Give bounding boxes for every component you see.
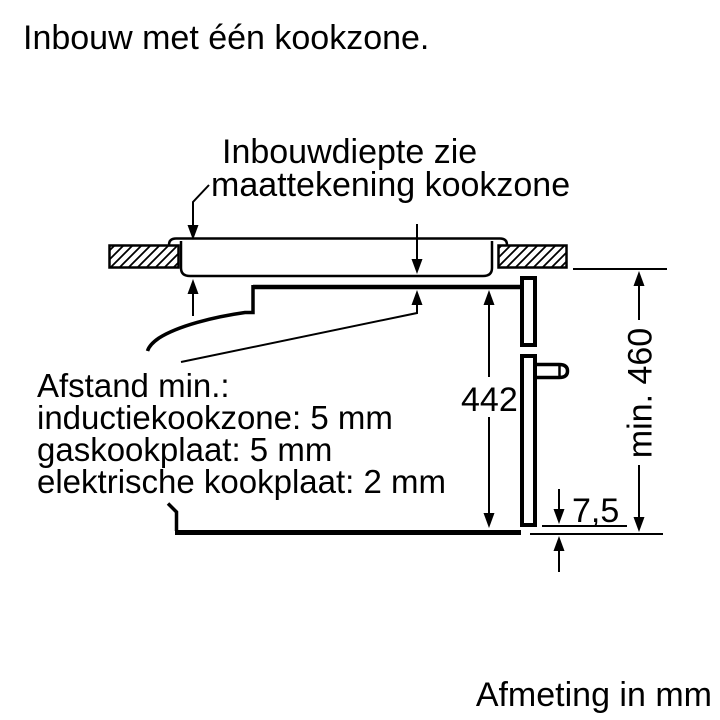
dim-label-oven-height: 442 xyxy=(461,381,518,419)
oven-bottom-break-line xyxy=(168,504,177,532)
arrow-up-icon xyxy=(188,279,199,294)
arrow-down-icon xyxy=(554,509,565,524)
countertop-right-hatch xyxy=(499,246,567,268)
arrow-up-icon xyxy=(484,290,495,305)
callout-min-distance-line3: gaskookplaat: 5 mm xyxy=(37,431,333,468)
arrow-down-icon xyxy=(484,513,495,528)
dim-label-niche-height: min. 460 xyxy=(621,327,660,459)
oven-door xyxy=(522,356,535,525)
callout-min-distance-line4: elektrische kookplaat: 2 mm xyxy=(37,463,447,500)
arrow-up-icon xyxy=(634,271,645,286)
callout-installation-depth-line2: maattekening kookzone xyxy=(211,166,571,204)
page-title: Inbouw met één kookzone. xyxy=(23,19,430,57)
door-handle xyxy=(537,365,568,378)
callout-top-leader-line xyxy=(193,185,209,226)
callout-installation-depth-line1: Inbouwdiepte zie xyxy=(222,133,478,171)
oven-control-panel xyxy=(522,278,535,345)
arrow-up-icon xyxy=(412,290,423,305)
dim-label-door-gap: 7,5 xyxy=(572,492,620,530)
cooktop xyxy=(169,239,507,277)
countertop-left-hatch xyxy=(110,246,179,268)
callout-min-distance xyxy=(37,367,447,500)
callout-left-leader-line xyxy=(181,304,417,362)
arrow-up-icon xyxy=(554,536,565,551)
oven-left-break-line xyxy=(148,285,254,351)
oven-front xyxy=(522,278,568,525)
cooktop-body xyxy=(181,241,492,276)
callout-min-distance-line2: inductiekookzone: 5 mm xyxy=(37,399,393,436)
callout-min-distance-line1: Afstand min.: xyxy=(37,367,230,404)
callout-installation-depth xyxy=(211,133,571,204)
arrow-down-icon xyxy=(634,517,645,532)
units-note: Afmeting in mm xyxy=(475,676,712,714)
